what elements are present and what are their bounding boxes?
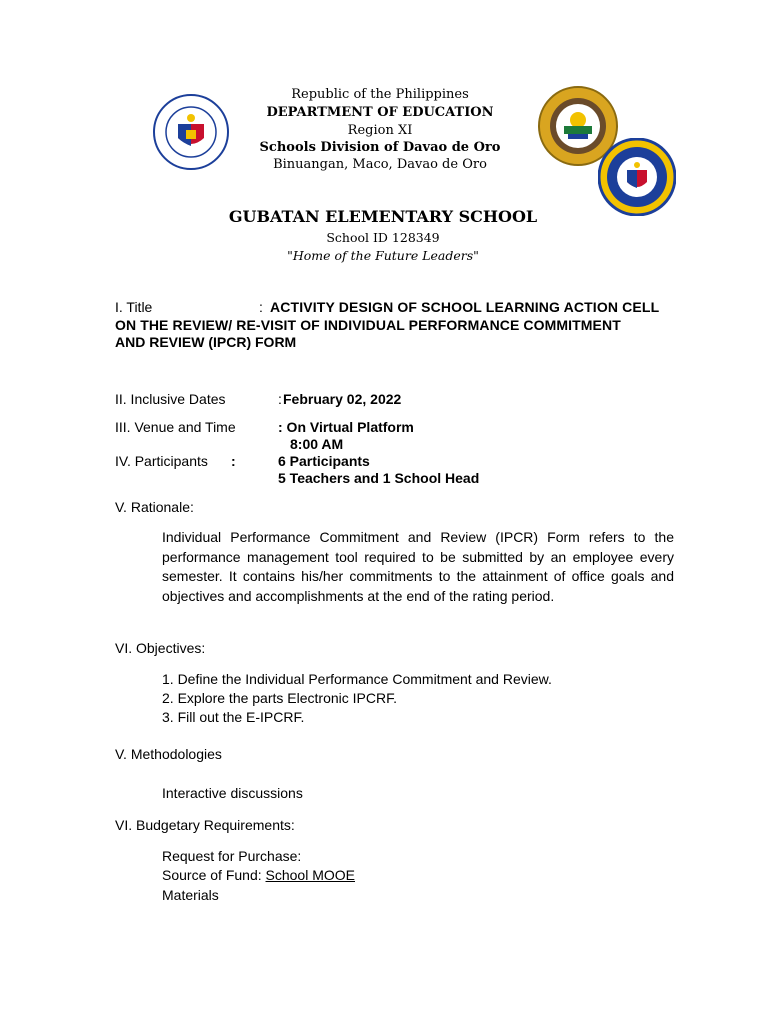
school-name: GUBATAN ELEMENTARY SCHOOL xyxy=(228,207,538,226)
participants-value-2: 5 Teachers and 1 School Head xyxy=(278,470,480,486)
region-line: Region XI xyxy=(347,123,413,138)
school-id: School ID 128349 xyxy=(326,230,440,245)
objectives-heading: VI. Objectives: xyxy=(115,640,206,656)
address-line: Binuangan, Maco, Davao de Oro xyxy=(273,157,487,172)
title-line-2: ON THE REVIEW/ RE-VISIT OF INDIVIDUAL PERFORMANCE COMMITMENT xyxy=(115,317,621,333)
rationale-heading: V. Rationale: xyxy=(115,499,194,515)
title-line-1: ACTIVITY DESIGN OF SCHOOL LEARNING ACTION CELL xyxy=(270,299,660,315)
department-line: DEPARTMENT OF EDUCATION xyxy=(266,105,494,120)
venue-label: III. Venue and Time xyxy=(115,419,236,435)
dates-value: February 02, 2022 xyxy=(283,391,402,407)
objective-item-2: 2. Explore the parts Electronic IPCRF. xyxy=(162,690,397,706)
methodologies-heading: V. Methodologies xyxy=(115,746,222,762)
budget-source xyxy=(162,866,355,884)
title-colon: : xyxy=(259,299,263,315)
budget-source-value: School MOOE xyxy=(265,867,355,883)
venue-value-1: : On Virtual Platform xyxy=(278,419,414,435)
school-seal xyxy=(598,138,676,216)
budget-heading: VI. Budgetary Requirements: xyxy=(115,817,295,833)
budget-materials: Materials xyxy=(162,887,219,903)
school-motto: "Home of the Future Leaders" xyxy=(287,248,479,263)
participants-label: IV. Participants xyxy=(115,453,208,469)
participants-value-1: 6 Participants xyxy=(278,453,370,469)
division-line: Schools Division of Davao de Oro xyxy=(259,140,501,155)
rationale-text: Individual Performance Commitment and Review (IPCR) Form refers to the performance management tool required to be submitted by an employee every semester. It contains his/her commitments to the attainment of office goals and objectives and accomplishments at the end of the rating period. xyxy=(162,529,674,604)
methodologies-text: Interactive discussions xyxy=(162,785,303,801)
dates-colon: : xyxy=(278,391,282,407)
objective-item-1: 1. Define the Individual Performance Commitment and Review. xyxy=(162,671,552,687)
title-label: I. Title xyxy=(115,299,153,315)
venue-value-2: 8:00 AM xyxy=(290,436,344,452)
objective-item-3: 3. Fill out the E-IPCRF. xyxy=(162,709,305,725)
participants-colon: : xyxy=(231,453,236,469)
dates-label: II. Inclusive Dates xyxy=(115,391,226,407)
republic-line: Republic of the Philippines xyxy=(291,87,469,102)
budget-source-label: Source of Fund: xyxy=(162,867,266,883)
budget-request: Request for Purchase: xyxy=(162,848,302,864)
title-line-3: AND REVIEW (IPCR) FORM xyxy=(115,334,297,350)
